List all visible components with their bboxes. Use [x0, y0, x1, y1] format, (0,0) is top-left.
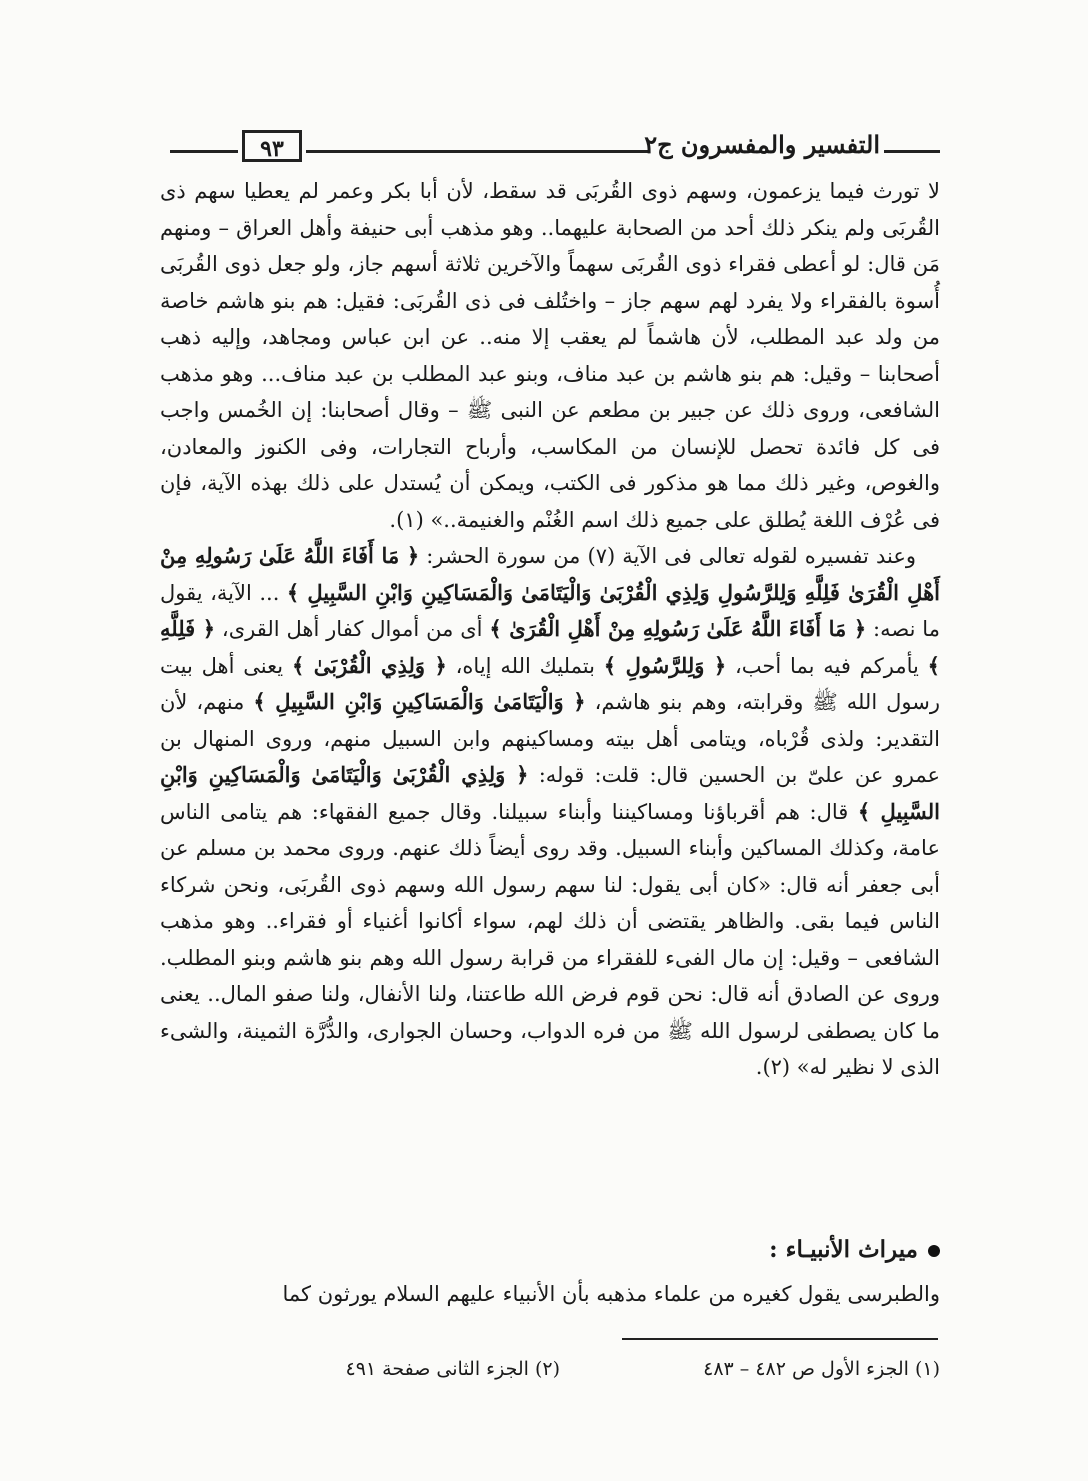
para2-text-3: يأمركم فيه بما أحب، — [735, 653, 919, 678]
bullet-icon — [928, 1245, 940, 1257]
section-paragraph — [160, 1276, 940, 1312]
quran-verse-4: ﴿ وَلِلرَّسُولِ ﴾ — [603, 652, 727, 678]
quran-verse-2: ﴿ مَا أَفَاءَ اللَّهُ عَلَىٰ رَسُولِهِ مِنْ أَهْلِ الْقُرَىٰ ﴾ — [489, 616, 867, 641]
paragraph-1: لا تورث فيما يزعمون، وسهم ذوى القُربَى قد سقط، لأن أبا بكر وعمر لم يعطيا سهم ذى القُربَى ولم ينكر ذلك أحد من الصحابة عليهما.. وهو مذهب أبى حنيفة وأهل العراق – ومنهم مَن قال: لو أعطى فقراء ذوى القُربَى سهماً والآخرين ثلاثة أسهم جاز، ولو جعل ذوى القُربَى أُسوة بالفقراء ولا يفرد لهم سهم جاز – واختُلف فى ذى القُربَى: فقيل: هم بنو هاشم خاصة من ولد عبد المطلب، لأن هاشماً لم يعقب إلا منه.. عن ابن عباس ومجاهد، وإليه ذهب أصحابنا – وقيل: هم بنو هاشم بن عبد مناف، وبنو عبد المطلب بن عبد مناف... وهو مذهب الشافعى، وروى ذلك عن جبير بن مطعم عن النبى ﷺ – وقال أصحابنا: إن الخُمس واجب فى كل فائدة تحصل للإنسان من المكاسب، وأرباح التجارات، وفى الكنوز والمعادن، والغوص، وغير ذلك مما هو مذكور فى الكتب، ويمكن أن يُستدل على ذلك بهذه الآية، فإن فى عُرْف اللغة يُطلق على جميع ذلك اسم الغُنْم والغنيمة..» (١). — [160, 179, 940, 532]
quran-verse-7: ﴿ وَلِذِي الْقُرْبَىٰ وَالْيَتَامَىٰ وَالْمَسَاكِينِ وَابْنِ السَّبِيلِ ﴾ — [160, 762, 940, 824]
main-text — [160, 173, 940, 1086]
quran-verse-5: ﴿ وَلِذِي الْقُرْبَىٰ ﴾ — [291, 652, 447, 678]
para2-text-2: أى من أموال كفار أهل القرى، — [221, 617, 483, 641]
footnote-1: (١) الجزء الأول ص ٤٨٢ – ٤٨٣ — [703, 1358, 940, 1380]
para2-text-1: ... الآية، يقول ما نصه: — [160, 580, 940, 641]
section-heading-text: ميراث الأنبيـاء : — [769, 1236, 918, 1263]
quran-verse-6: ﴿ وَالْيَتَامَىٰ وَالْمَسَاكِينِ وَابْنِ السَّبِيلِ ﴾ — [253, 689, 586, 714]
para2-text-7: قال: هم أقرباؤنا ومساكيننا وأبناء سبيلنا. وقال جميع الفقهاء: هم يتامى الناس عامة، وكذلك المساكين وأبناء السبيل. وقد روى أيضاً ذلك عنهم. وروى محمد بن مسلم عن أبى جعفر أنه قال: «كان أبى يقول: لنا سهم رسول الله وسهم ذوى القُربَى، ونحن شركاء الناس فيما بقى. والظاهر يقتضى أن ذلك لهم، سواء أكانوا أغنياء أو فقراء.. وهو مذهب الشافعى – وقيل: إن مال الفىء للفقراء من قرابة رسول الله وهم بنو هاشم وبنو المطلب. وروى عن الصادق أنه قال: نحن قوم فرض الله طاعتنا، ولنا الأنفال، ولنا صفو المال.. يعنى ما كان يصطفى لرسول الله ﷺ من فره الدواب، وحسان الجوارى، والدُّرَّة الثمينة، والشىء الذى لا نظير له» (٢). — [160, 799, 940, 1079]
section-paragraph-text: والطبرسى يقول كغيره من علماء مذهبه بأن الأنبياء عليهم السلام يورثون كما — [282, 1282, 940, 1306]
para2-intro: وعند تفسيره لقوله تعالى فى الآية (٧) من سورة الحشر: — [426, 544, 916, 568]
footnote-2: (٢) الجزء الثانى صفحة ٤٩١ — [345, 1358, 560, 1380]
footnote-separator — [622, 1338, 938, 1340]
para2-text-5: يعنى أهل بيت رسول الله ﷺ وقرابته، وهم بنو هاشم، — [160, 653, 940, 714]
header-rule-right — [884, 150, 940, 153]
running-title: التفسير والمفسرون ج٢ — [644, 130, 880, 159]
quran-verse-1: ﴿ مَا أَفَاءَ اللَّهُ عَلَىٰ رَسُولِهِ مِنْ أَهْلِ الْقُرَىٰ فَلِلَّهِ وَلِلرَّسُولِ وَلِذِي الْقُرْبَىٰ وَالْيَتَامَىٰ وَالْمَسَاكِينِ وَابْنِ السَّبِيلِ ﴾ — [160, 543, 940, 605]
header-rule-left — [170, 150, 238, 153]
paragraph-2 — [160, 538, 940, 1086]
para2-text-6: منهم، لأن التقدير: ولذى قُرْباه، ويتامى أهل بيته ومساكينهم وابن السبيل منهم، وروى المنهال بن عمرو عن علىّ بن الحسين قال: قلت: قوله: — [160, 690, 940, 787]
page-header — [170, 128, 940, 168]
footnotes — [280, 1358, 940, 1388]
quran-verse-3: ﴿ فَلِلَّهِ ﴾ — [160, 616, 940, 678]
para2-text-4: بتمليك الله إياه، — [455, 653, 595, 678]
page-number: ٩٣ — [242, 130, 302, 162]
section-heading — [160, 1236, 940, 1263]
header-rule-middle — [306, 150, 648, 153]
